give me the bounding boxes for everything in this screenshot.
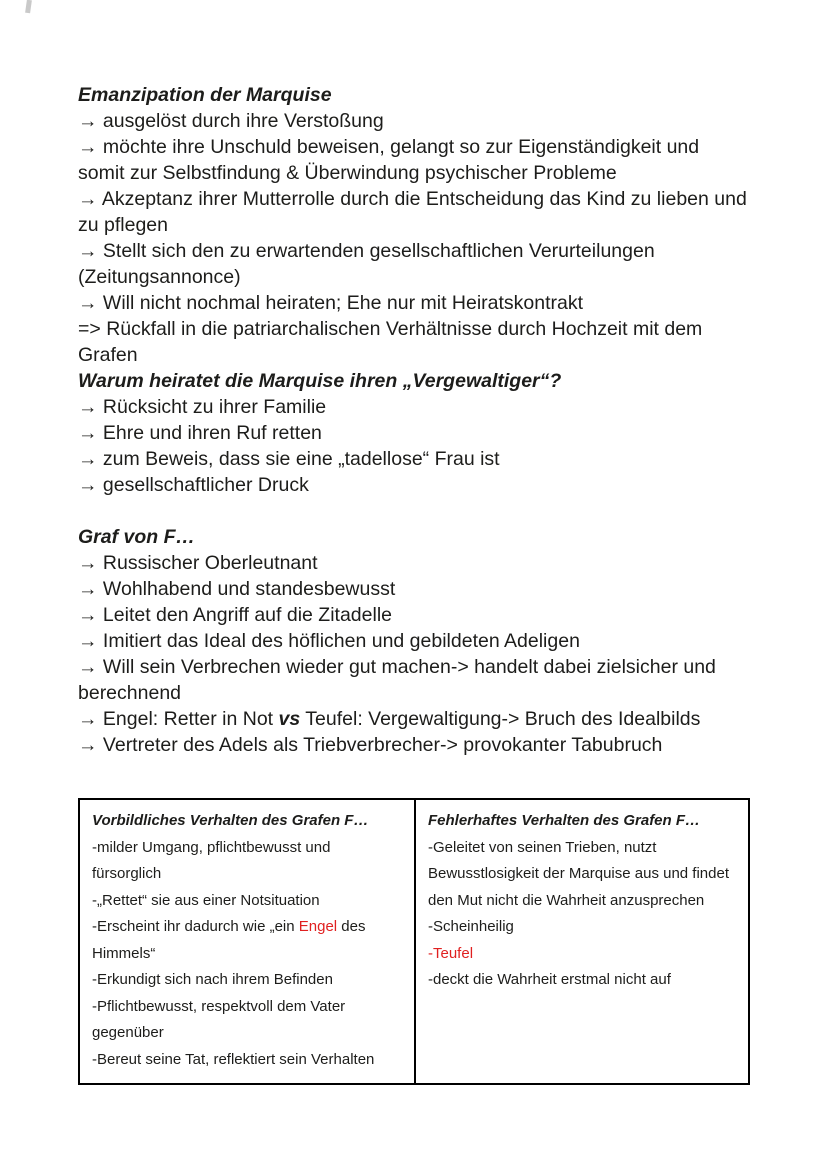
note-line: → Leitet den Angriff auf die Zitadelle: [78, 604, 393, 626]
table-column-header: Fehlerhaftes Verhalten des Grafen F…: [428, 812, 701, 829]
section-graf-von-f: [78, 524, 750, 758]
table-cell-line: -Geleitet von seinen Trieben, nutzt Bewusstlosigkeit der Marquise aus und findet den Mut nicht die Wahrheit anzusprechen: [428, 838, 729, 909]
table-cell-line: -Bereut seine Tat, reflektiert sein Verhalten: [92, 1050, 375, 1068]
vs-emphasis: vs: [278, 708, 301, 730]
note-line: → Russischer Oberleutnant: [78, 552, 318, 574]
table-cell-line: -Scheinheilig: [428, 918, 514, 935]
scan-artifact: [25, 0, 32, 13]
section-heading: Warum heiratet die Marquise ihren „Vergewaltiger“?: [78, 370, 562, 392]
note-line: → möchte ihre Unschuld beweisen, gelangt so zur Eigenständigkeit und somit zur Selbstfindung & Überwindung psychischer Probleme: [78, 136, 700, 184]
note-line: → Stellt sich den zu erwartenden gesellschaftlichen Verurteilungen (Zeitungsannonce): [78, 240, 655, 288]
note-line: → Imitiert das Ideal des höflichen und gebildeten Adeligen: [78, 630, 580, 652]
note-text: → Engel: Retter in Not: [78, 708, 279, 730]
table-column-header: Vorbildliches Verhalten des Grafen F…: [92, 812, 369, 829]
section-heading: Graf von F…: [78, 526, 196, 548]
note-line: → Akzeptanz ihrer Mutterrolle durch die Entscheidung das Kind zu lieben und zu pflegen: [78, 188, 747, 236]
table-column-fehlerhaft: [414, 800, 748, 1083]
table-column-vorbildlich: [80, 800, 414, 1083]
note-line: → ausgelöst durch ihre Verstoßung: [78, 110, 384, 132]
section-emanzipation: [78, 82, 750, 368]
note-text: Teufel: Vergewaltigung-> Bruch des Idealbilds: [300, 708, 701, 730]
table-cell-line: -Pflichtbewusst, respektvoll dem Vater gegenüber: [92, 997, 346, 1041]
note-line: → Vertreter des Adels als Triebverbrecher-> provokanter Tabubruch: [78, 734, 663, 756]
table-cell-text: des Himmels“: [92, 918, 366, 962]
section-warum-heiratet: [78, 368, 750, 498]
note-line: → Will nicht nochmal heiraten; Ehe nur mit Heiratskontrakt: [78, 292, 584, 314]
engel-red-text: Engel: [298, 918, 338, 935]
teufel-red-text: -Teufel: [428, 944, 474, 962]
note-line: → Will sein Verbrechen wieder gut machen-> handelt dabei zielsicher und berechnend: [78, 656, 716, 704]
table-cell-line-engel: [92, 914, 402, 967]
note-line: → Rücksicht zu ihrer Familie: [78, 396, 327, 418]
note-line: → Wohlhabend und standesbewusst: [78, 578, 396, 600]
note-line: → zum Beweis, dass sie eine „tadellose“ Frau ist: [78, 448, 500, 470]
table-cell-line: -Erkundigt sich nach ihrem Befinden: [92, 971, 333, 988]
note-line: => Rückfall in die patriarchalischen Verhältnisse durch Hochzeit mit dem Grafen: [78, 318, 703, 366]
comparison-table: [78, 798, 750, 1085]
note-line-engel-vs-teufel: [78, 706, 750, 732]
table-cell-line: -„Rettet“ sie aus einer Notsituation: [92, 891, 320, 909]
table-cell-line: -milder Umgang, pflichtbewusst und fürsorglich: [92, 838, 331, 882]
note-line: → Ehre und ihren Ruf retten: [78, 422, 322, 444]
note-line: → gesellschaftlicher Druck: [78, 474, 309, 496]
table-cell-line: -deckt die Wahrheit erstmal nicht auf: [428, 971, 671, 988]
section-heading: Emanzipation der Marquise: [78, 84, 332, 106]
table-cell-text: -Erscheint ihr dadurch wie „ein: [92, 918, 299, 935]
